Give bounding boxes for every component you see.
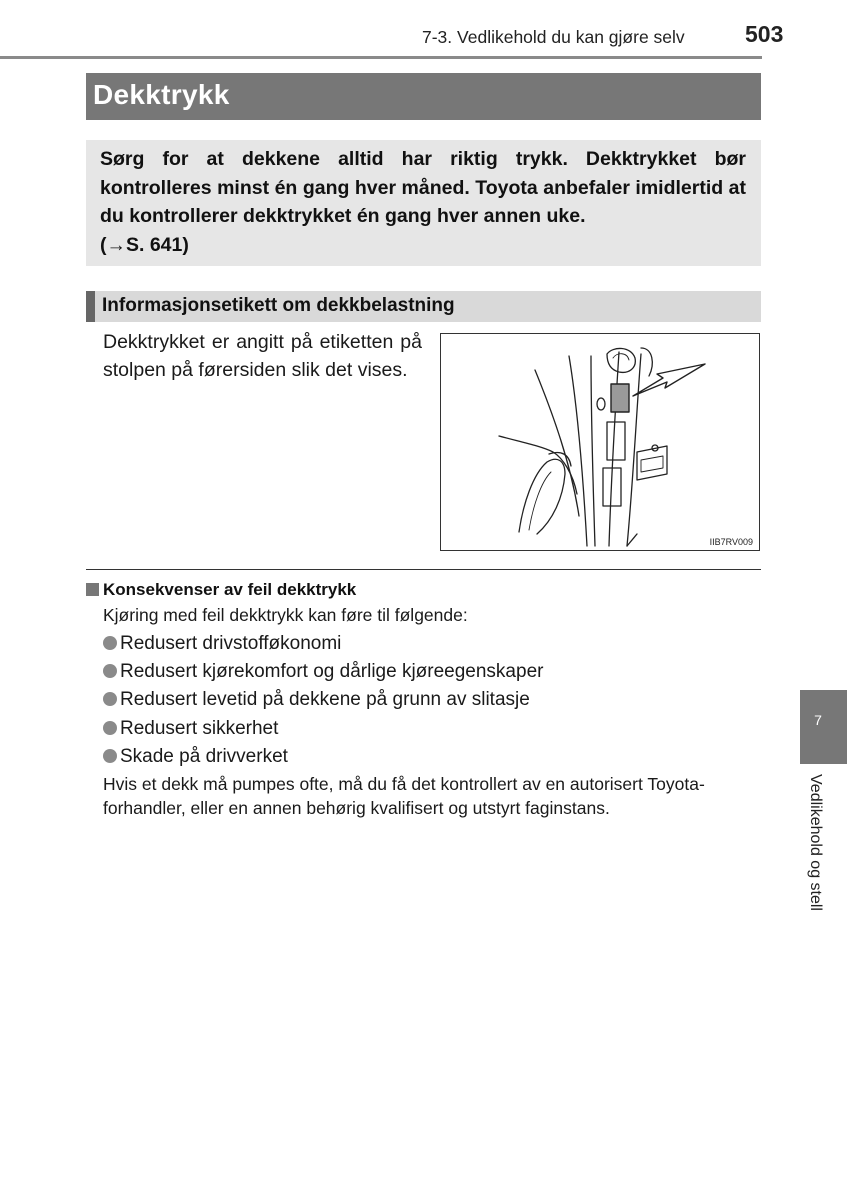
square-bullet-icon: [86, 583, 99, 596]
list-item-text: Skade på drivverket: [120, 745, 288, 767]
bullet-dot-icon: [103, 721, 117, 735]
intro-text: [100, 145, 746, 259]
section-divider: [86, 569, 761, 570]
list-item-text: Redusert drivstofføkonomi: [120, 633, 342, 654]
intro-box: [86, 140, 761, 266]
door-pillar-illustration: [441, 334, 759, 550]
chapter-header: 7-3. Vedlikehold du kan gjøre selv: [422, 27, 685, 47]
consequences-heading: [86, 580, 356, 600]
list-item-text: Redusert sikkerhet: [120, 717, 279, 739]
figure-caption: IIB7RV009: [709, 537, 753, 547]
list-item-text: Redusert kjørekomfort og dårlige kjøreegenskaper: [120, 661, 544, 683]
subsection-header: [86, 291, 761, 322]
label-location-text: Dekktrykket er angitt på etiketten på stolpen på førersiden slik det vises.: [103, 331, 422, 381]
bullet-dot-icon: [103, 692, 117, 706]
consequences-heading-text: Konsekvenser av feil dekktrykk: [103, 580, 357, 599]
bullet-dot-icon: [103, 664, 117, 678]
list-item: [103, 686, 543, 714]
page-title: Dekktrykk: [93, 79, 230, 110]
bullet-dot-icon: [103, 636, 117, 650]
chapter-tab[interactable]: [800, 690, 847, 764]
header-rule: [0, 56, 762, 59]
bullet-dot-icon: [103, 749, 117, 763]
tire-label-figure: [440, 333, 760, 551]
intro-paragraph: Sørg for at dekkene alltid har riktig trykk. Dekktrykket bør kontrolleres minst én gang hver måned. Toyota anbefaler imidlertid at du kontrollerer dekktrykket én gang hver annen uke.: [100, 148, 746, 227]
consequences-list: [103, 630, 543, 771]
subsection-accent: [86, 291, 95, 322]
list-item: [103, 715, 543, 743]
list-item-text: Redusert levetid på dekkene på grunn av slitasje: [120, 689, 530, 711]
list-item: [103, 630, 543, 658]
consequences-lead: Kjøring med feil dekktrykk kan føre til følgende:: [103, 605, 468, 625]
list-item: [103, 658, 543, 686]
chapter-tab-label: Vedlikehold og stell: [807, 774, 824, 911]
subsection-title: Informasjonsetikett om dekkbelastning: [102, 295, 455, 316]
page-reference-link[interactable]: (→S. 641): [100, 233, 189, 256]
list-item: [103, 743, 543, 771]
page-number: 503: [745, 21, 784, 47]
chapter-tab-number: 7: [814, 712, 822, 728]
closing-paragraph: Hvis et dekk må pumpes ofte, må du få det kontrollert av en autorisert Toyota-forhandler, eller en annen behørig kvalifisert og utstyrt faginstans.: [103, 774, 705, 818]
section-title-bar: [86, 73, 761, 120]
